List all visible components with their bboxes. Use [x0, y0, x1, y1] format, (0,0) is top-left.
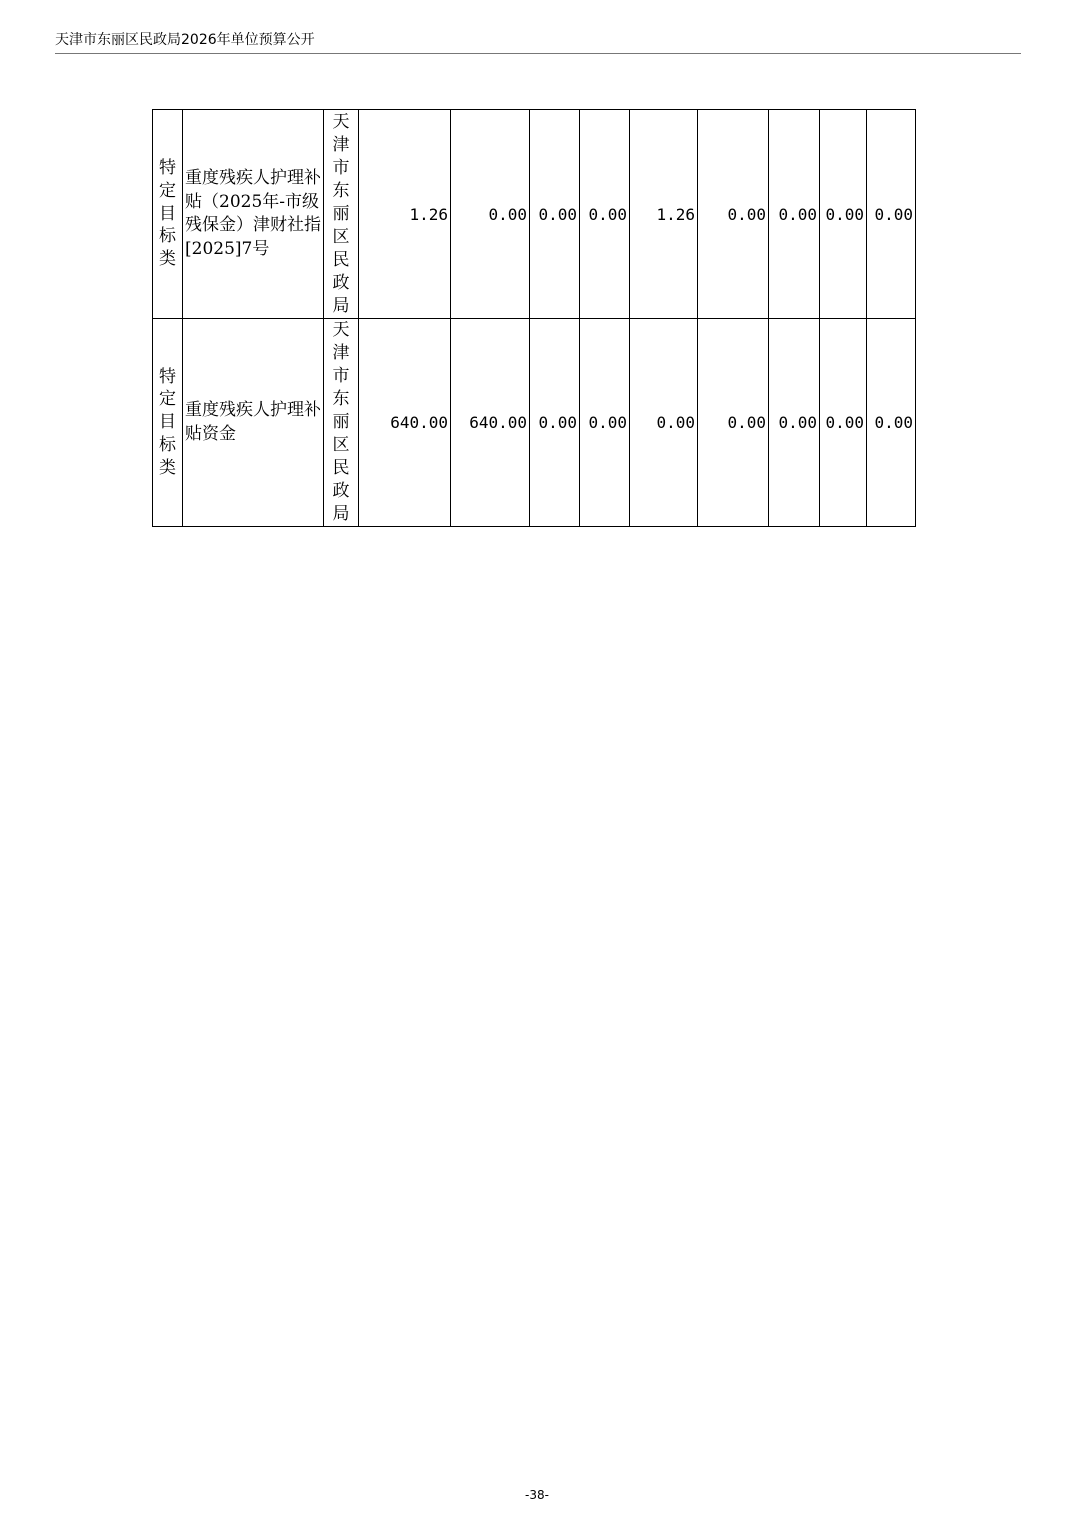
project-name-cell: 重度残疾人护理补贴（2025年-市级残保金）津财社指[2025]7号	[183, 110, 324, 319]
budget-project-table	[152, 109, 916, 527]
value-cell-6: 0.00	[698, 319, 769, 527]
value-cell-2: 640.00	[451, 319, 530, 527]
value-cell-9: 0.00	[867, 110, 916, 319]
value-cell-total: 640.00	[359, 319, 451, 527]
header-divider	[55, 53, 1021, 54]
value-cell-8: 0.00	[820, 319, 867, 527]
value-cell-7: 0.00	[769, 319, 820, 527]
category-cell: 特定目标类	[153, 110, 183, 319]
value-cell-total: 1.26	[359, 110, 451, 319]
value-cell-9: 0.00	[867, 319, 916, 527]
value-cell-7: 0.00	[769, 110, 820, 319]
value-cell-5: 0.00	[630, 319, 698, 527]
document-header-title: 天津市东丽区民政局2026年单位预算公开	[55, 32, 315, 48]
category-cell: 特定目标类	[153, 319, 183, 527]
project-name-cell: 重度残疾人护理补贴资金	[183, 319, 324, 527]
value-cell-6: 0.00	[698, 110, 769, 319]
value-cell-3: 0.00	[530, 110, 580, 319]
value-cell-5: 1.26	[630, 110, 698, 319]
unit-cell: 天津市东丽区民政局	[324, 319, 359, 527]
page-number: -38-	[525, 1488, 549, 1502]
table-row	[153, 110, 916, 319]
value-cell-3: 0.00	[530, 319, 580, 527]
value-cell-8: 0.00	[820, 110, 867, 319]
value-cell-4: 0.00	[580, 319, 630, 527]
unit-cell: 天津市东丽区民政局	[324, 110, 359, 319]
value-cell-2: 0.00	[451, 110, 530, 319]
value-cell-4: 0.00	[580, 110, 630, 319]
table-row	[153, 319, 916, 527]
